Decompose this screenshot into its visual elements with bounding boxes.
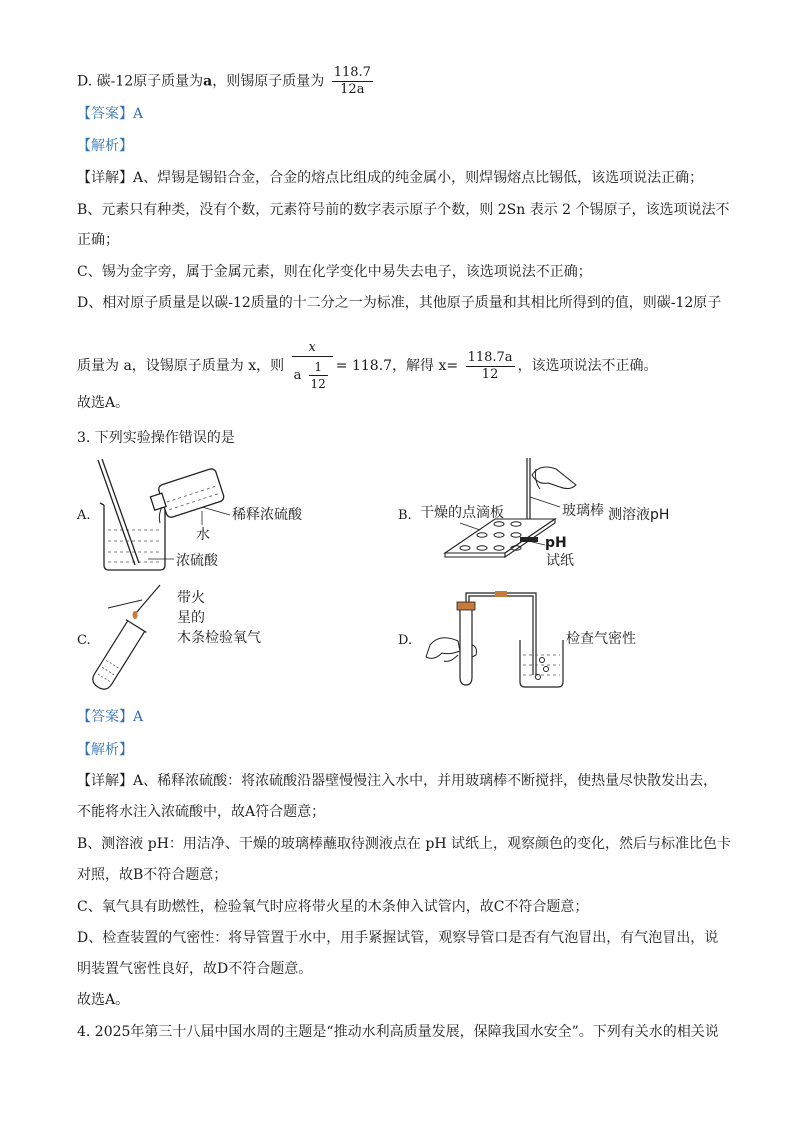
q3-detail-d-1: D、检查装置的气密性：将导管置于水中，用手紧握试管，观察导管口是否有气泡冒出，有气泡冒出，说: [77, 930, 719, 946]
q3-option-c-label: C.: [77, 633, 91, 648]
equation-solution: $\frac{118.7a}{12}$: [467, 349, 513, 382]
equation-ratio: x a $\frac{1}{12}$: [292, 340, 333, 392]
var-a: a: [203, 73, 213, 90]
figure-b-label-measure: 测溶液pH: [608, 507, 670, 523]
q3-detail-c: C、氧气具有助燃性，检验氧气时应将带火星的木条伸入试管内，故C不符合题意；: [77, 899, 589, 915]
figure-c-line-3: 木条检验氧气: [177, 630, 261, 646]
figure-c-line-1: 带火: [177, 590, 205, 606]
q2-conclusion: 故选A。: [77, 395, 130, 411]
q3-detail-b-1: B、测溶液 pH：用洁净、干燥的玻璃棒蘸取待测液点在 pH 试纸上，观察颜色的变化，然后与标准比色卡: [77, 836, 731, 852]
q3-option-d-label: D.: [398, 633, 413, 648]
figure-b-label-plate: 干燥的点滴板: [420, 505, 504, 521]
q3-option-a-label: A.: [77, 508, 91, 523]
figure-b-label-rod: 玻璃棒: [562, 503, 604, 519]
q3-detail-d-2: 明装置气密性良好，故D不符合题意。: [77, 961, 313, 977]
figure-a-label-acid: 浓硫酸: [176, 553, 218, 569]
figure-b-ph-test: [420, 455, 690, 575]
fraction-tin-mass: $\frac{118.7}{12a}$: [333, 65, 371, 97]
figure-c-line-2: 星的: [177, 610, 205, 626]
q2-detail-b-1: B、元素只有种类，没有个数，元素符号前的数字表示原子个数，则 2Sn 表示 2 个锡原子，该选项说法不: [77, 202, 730, 218]
q4-stem: 4. 2025年第三十八届中国水周的主题是“推动水利高质量发展，保障我国水安全”。下列有关水的相关说: [77, 1024, 719, 1040]
figure-d-label: 检查气密性: [566, 631, 636, 647]
q2-detail-d-1: D、相对原子质量是以碳-12质量的十二分之一为标准，其他原子质量和其相比所得到的值，则碳-12原子: [77, 295, 722, 311]
figure-a-dilution: [90, 455, 310, 575]
q2-detail-b-2: 正确；: [77, 232, 119, 248]
figure-c-oxygen-test: [90, 580, 290, 700]
figure-b-label-paper: 试纸: [546, 553, 574, 569]
q3-detail-a-1: 【详解】A、稀释浓硫酸：将浓硫酸沿器壁慢慢注入水中，并用玻璃棒不断搅拌，使热量尽快散发出去，: [77, 773, 718, 789]
q2-analysis-label: 【解析】: [77, 138, 133, 154]
figure-b-label-ph: pH: [545, 535, 567, 551]
q2-detail-a: 【详解】A、焊锡是锡铅合金，合金的熔点比组成的纯金属小，则焊锡熔点比锡低，该选项说法正确；: [77, 170, 704, 186]
figure-d-airtightness: [420, 585, 670, 695]
q3-answer-label: 【答案】A: [77, 709, 144, 725]
q2-answer-label: 【答案】A: [77, 106, 144, 122]
q3-detail-a-2: 不能将水注入浓硫酸中，故A符合题意；: [77, 804, 326, 820]
q3-detail-b-2: 对照，故B不符合题意；: [77, 867, 228, 883]
q3-stem: 3. 下列实验操作错误的是: [77, 430, 235, 446]
figure-a-label-water: 水: [196, 527, 210, 543]
q3-option-b-label: B.: [398, 508, 412, 523]
q2-detail-c: C、锡为金字旁，属于金属元素，则在化学变化中易失去电子，该选项说法不正确；: [77, 264, 592, 280]
q2-detail-d-2: 质量为 a，设锡原子质量为 x，则 x a $\frac{1}{12}$ = 118.7，解得 x= $\frac{118.7a}{12}$ ，该选项说法不正确。: [77, 340, 658, 391]
option-d-text: D. 碳-12原子质量为a，则锡原子质量为 $\frac{118.7}{12a}$: [77, 65, 371, 97]
q3-conclusion: 故选A。: [77, 992, 130, 1008]
q3-analysis-label: 【解析】: [77, 742, 133, 758]
figure-a-label-dilute: 稀释浓硫酸: [232, 507, 302, 523]
